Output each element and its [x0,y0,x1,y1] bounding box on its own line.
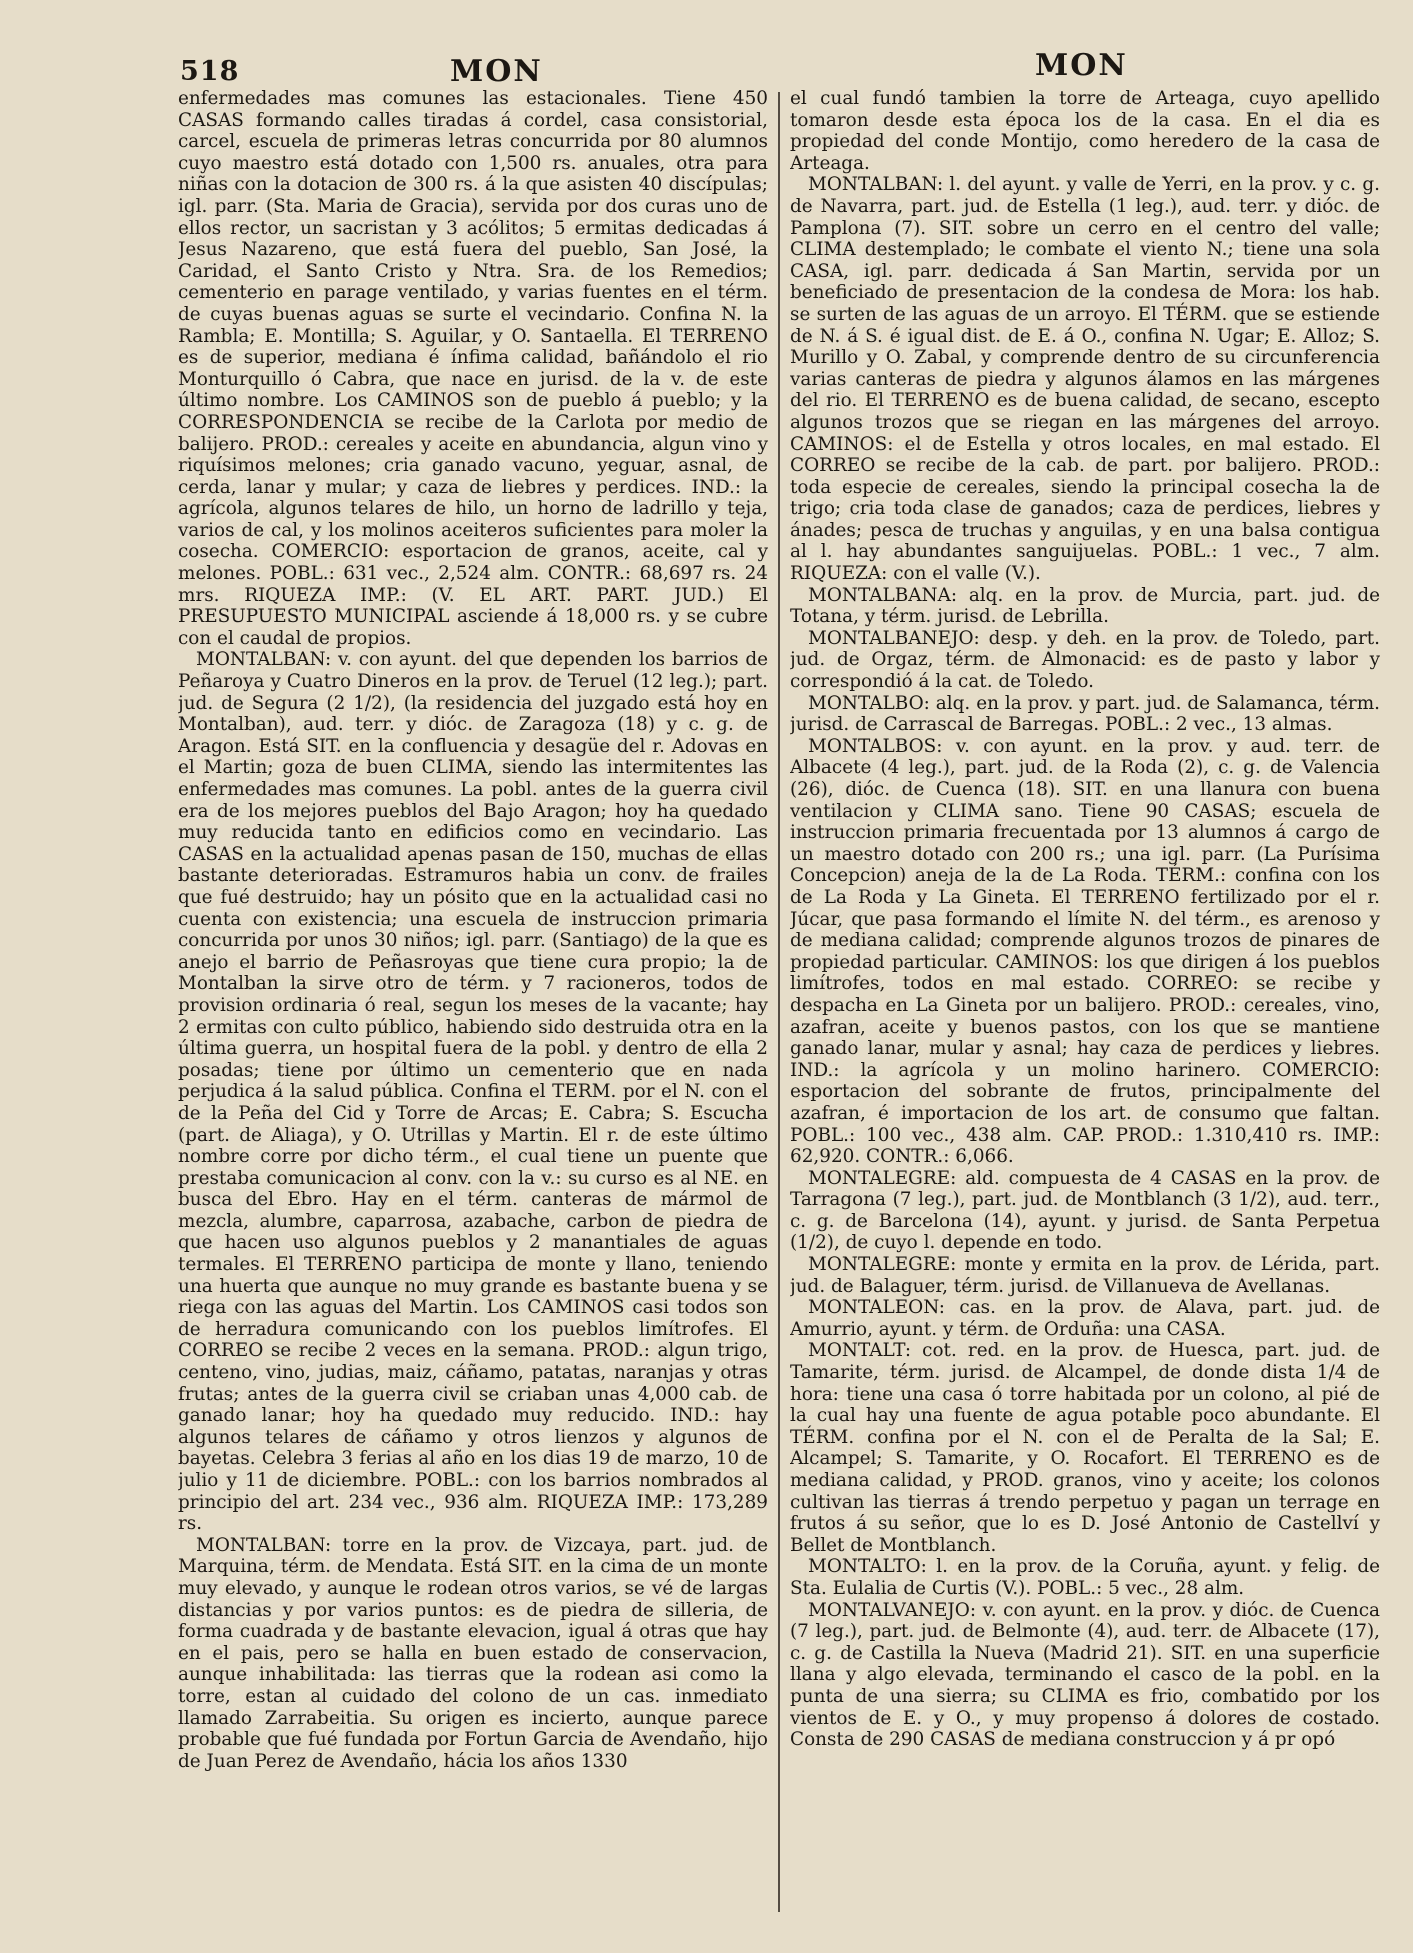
entry-paragraph: MONTALTO: l. en la prov. de la Coruña, ayunt. y felig. de Sta. Eulalia de Curtis (V.). POBL.: 5 vec., 28 alm. [790,1556,1380,1599]
entry-paragraph: MONTALBAN: torre en la prov. de Vizcaya, part. jud. de Marquina, térm. de Mendata. Está SIT. en la cima de un monte muy elevado, y aunque le rodean otros varios, se vé de largas distancias y por varios puntos: es de piedra de silleria, de forma cuadrada y de bastante elevacion, igual á otras que hay en el pais, pero se halla en buen estado de conservacion, aunque inhabilitada: las tierras que la rodean asi como la torre, estan al cuidado del colono de un cas. inmediato llamado Zarrabeitia. Su origen es incierto, aunque parece probable que fué fundada por Fortun Garcia de Avendaño, hijo de Juan Perez de Avendaño, hácia los años 1330 [178,1534,768,1772]
entry-paragraph: el cual fundó tambien la torre de Arteaga, cuyo apellido tomaron desde esta época los de la casa. En el dia es propiedad del conde Montijo, como heredero de la casa de Arteaga. [790,88,1380,174]
column-divider [778,92,780,1912]
page-header [0,48,1413,88]
entry-paragraph: enfermedades mas comunes las estacionales. Tiene 450 CASAS formando calles tiradas á cordel, casa consistorial, carcel, escuela de primeras letras concurrida por 80 alumnos cuyo maestro está dotado con 1,500 rs. anuales, otra para niñas con la dotacion de 300 rs. á la que asisten 40 discípulas; igl. parr. (Sta. Maria de Gracia), servida por dos curas uno de ellos rector, un sacristan y 3 acólitos; 5 ermitas dedicadas á Jesus Nazareno, que está fuera del pueblo, San José, la Caridad, el Santo Cristo y Ntra. Sra. de los Remedios; cementerio en parage ventilado, y varias fuentes en el térm. de cuyas buenas aguas se surte el vecindario. Confina N. la Rambla; E. Montilla; S. Aguilar, y O. Santaella. El TERRENO es de superior, mediana é ínfima calidad, bañándolo el rio Monturquillo ó Cabra, que nace en jurisd. de la v. de este último nombre. Los CAMINOS son de pueblo á pueblo; y la CORRESPONDENCIA se recibe de la Carlota por medio de balijero. PROD.: cereales y aceite en abundancia, algun vino y riquísimos melones; cria ganado vacuno, yeguar, asnal, de cerda, lanar y mular; y caza de liebres y perdices. IND.: la agrícola, algunos telares de hilo, un horno de ladrillo y teja, varios de cal, y los molinos aceiteros suficientes para moler la cosecha. COMERCIO: esportacion de granos, aceite, cal y melones. POBL.: 631 vec., 2,524 alm. CONTR.: 68,697 rs. 24 mrs. RIQUEZA IMP.: (V. EL ART. PART. JUD.) El PRESUPUESTO MUNICIPAL asciende á 18,000 rs. y se cubre con el caudal de propios. [178,88,768,649]
page-number: 518 [180,56,240,87]
entry-paragraph: MONTALBAN: l. del ayunt. y valle de Yerri, en la prov. y c. g. de Navarra, part. jud. de Estella (1 leg.), aud. terr. y dióc. de Pamplona (7). SIT. sobre un cerro en el centro del valle; CLIMA destemplado; le combate el viento N.; tiene una sola CASA, igl. parr. dedicada á San Martin, servida por un beneficiado de presentacion de la condesa de Mora: los hab. se surten de las aguas de un arroyo. El TÉRM. que se estiende de N. á S. é igual dist. de E. á O., confina N. Ugar; E. Alloz; S. Murillo y O. Zabal, y comprende dentro de su circunferencia varias canteras de piedra y algunos álamos en las márgenes del rio. El TERRENO es de buena calidad, de secano, escepto algunos trozos que se riegan en las márgenes del arroyo. CAMINOS: el de Estella y otros locales, en mal estado. El CORREO se recibe de la cab. de part. por balijero. PROD.: toda especie de cereales, siendo la principal cosecha la de trigo; cria toda clase de ganados; caza de perdices, liebres y ánades; pesca de truchas y anguilas, y en una balsa contigua al l. hay abundantes sanguijuelas. POBL.: 1 vec., 7 alm. RIQUEZA: con el valle (V.). [790,174,1380,585]
entry-paragraph: MONTALEGRE: ald. compuesta de 4 CASAS en la prov. de Tarragona (7 leg.), part. jud. de Montblanch (3 1/2), aud. terr., c. g. de Barcelona (14), ayunt. y jurisd. de Santa Perpetua (1/2), de cuyo l. depende en todo. [790,1167,1380,1254]
entry-paragraph: MONTALBOS: v. con ayunt. en la prov. y aud. terr. de Albacete (4 leg.), part. jud. de la Roda (2), c. g. de Valencia (26), dióc. de Cuenca (18). SIT. en una llanura con buena ventilacion y CLIMA sano. Tiene 90 CASAS; escuela de instruccion primaria frecuentada por 13 alumnos á cargo de un maestro dotado con 200 rs.; una igl. parr. (La Purísima Concepcion) aneja de la de La Roda. TÉRM.: confina con los de La Roda y La Gineta. El TERRENO fertilizado por el r. Júcar, que pasa formando el límite N. del térm., es arenoso y de mediana calidad; comprende algunos trozos de pinares de propiedad particular. CAMINOS: los que dirigen á los pueblos limítrofes, todos en mal estado. CORREO: se recibe y despacha en La Gineta por un balijero. PROD.: cereales, vino, azafran, aceite y buenos pastos, con los que se mantiene ganado lanar, mular y asnal; hay caza de perdices y liebres. IND.: la agrícola y un molino harinero. COMERCIO: esportacion del sobrante de frutos, principalmente del azafran, é importacion de los art. de consumo que faltan. POBL.: 100 vec., 438 alm. CAP. PROD.: 1.310,410 rs. IMP.: 62,920. CONTR.: 6,066. [790,735,1380,1168]
entry-paragraph: MONTALEON: cas. en la prov. de Alava, part. jud. de Amurrio, ayunt. y térm. de Orduña: una CASA. [790,1297,1380,1340]
right-column [790,88,1380,1938]
entry-paragraph: MONTALT: cot. red. en la prov. de Huesca, part. jud. de Tamarite, térm. jurisd. de Alcampel, de donde dista 1/4 de hora: tiene una casa ó torre habitada por un colono, al pié de la cual hay una fuente de agua potable poco abundante. El TÉRM. confina por el N. con el de Peralta de la Sal; E. Alcampel; S. Tamarite, y O. Rocafort. El TERRENO es de mediana calidad, y PROD. granos, vino y aceite; los colonos cultivan las tierras á trendo perpetuo y pagan un terrage en frutos á su señor, que lo es D. José Antonio de Castellví y Bellet de Montblanch. [790,1340,1380,1556]
entry-paragraph: MONTALEGRE: monte y ermita en la prov. de Lérida, part. jud. de Balaguer, térm. jurisd. de Villanueva de Avellanas. [790,1254,1380,1297]
entry-paragraph: MONTALBAN: v. con ayunt. del que dependen los barrios de Peñaroya y Cuatro Dineros en la prov. de Teruel (12 leg.); part. jud. de Segura (2 1/2), (la residencia del juzgado está hoy en Montalban), aud. terr. y dióc. de Zaragoza (18) y c. g. de Aragon. Está SIT. en la confluencia y desagüe del r. Adovas en el Martin; goza de buen CLIMA, siendo las intermitentes las enfermedades mas comunes. La pobl. antes de la guerra civil era de los mejores pueblos del Bajo Aragon; hoy ha quedado muy reducida tanto en edificios como en vecindario. Las CASAS en la actualidad apenas pasan de 150, muchas de ellas bastante deterioradas. Estramuros habia un conv. de frailes que fué destruido; hay un pósito que en la actualidad casi no cuenta con existencia; una escuela de instruccion primaria concurrida por unos 30 niños; igl. parr. (Santiago) de la que es anejo el barrio de Peñasroyas que tiene cura propio; la de Montalban la sirve otro de térm. y 7 racioneros, todos de provision ordinaria ó real, segun los meses de la vacante; hay 2 ermitas con culto público, habiendo sido destruida otra en la última guerra, un hospital fuera de la pobl. y dentro de ella 2 posadas; tiene por último un cementerio que en nada perjudica á la salud pública. Confina el TERM. por el N. con el de la Peña del Cid y Torre de Arcas; E. Cabra; S. Escucha (part. de Aliaga), y O. Utrillas y Martin. El r. de este último nombre corre por dicho térm., el cual tiene un puente que prestaba comunicacion al conv. con la v.: su curso es al NE. en busca del Ebro. Hay en el térm. canteras de mármol de mezcla, alumbre, caparrosa, azabache, carbon de piedra de que hacen uso algunos pueblos y 2 manantiales de aguas termales. El TERRENO participa de monte y llano, teniendo una huerta que aunque no muy grande es bastante buena y se riega con las aguas del Martin. Los CAMINOS casi todos son de herradura comunicando con los pueblos limítrofes. El CORREO se recibe 2 veces en la semana. PROD.: algun trigo, centeno, vino, judias, maiz, cáñamo, patatas, naranjas y otras frutas; antes de la guerra civil se criaban unas 4,000 cab. de ganado lanar; hoy ha quedado muy reducido. IND.: hay algunos telares de cáñamo y otros lienzos y algunos de bayetas. Celebra 3 ferias al año en los dias 19 de marzo, 10 de julio y 11 de diciembre. POBL.: con los barrios nombrados al principio del art. 234 vec., 936 alm. RIQUEZA IMP.: 173,289 rs. [178,649,768,1535]
entry-paragraph: MONTALBANA: alq. en la prov. de Murcia, part. jud. de Totana, y térm. jurisd. de Lebrilla. [790,584,1380,628]
running-head-left: MON [450,54,543,89]
entry-paragraph: MONTALVANEJO: v. con ayunt. en la prov. y dióc. de Cuenca (7 leg.), part. jud. de Belmonte (4), aud. terr. de Albacete (17), c. g. de Castilla la Nueva (Madrid 21). SIT. en una superficie llana y algo elevada, terminando el casco de la pobl. en la punta de una sierra; su CLIMA es frio, combatido por los vientos de E. y O., y muy propenso á dolores de costado. Consta de 290 CASAS de mediana construccion y á pr opó [790,1599,1380,1751]
left-column [178,88,768,1938]
running-head-right: MON [1035,48,1128,83]
entry-paragraph: MONTALBANEJO: desp. y deh. en la prov. de Toledo, part. jud. de Orgaz, térm. de Almonacid: es de pasto y labor y correspondió á la cat. de Toledo. [790,627,1380,693]
entry-paragraph: MONTALBO: alq. en la prov. y part. jud. de Salamanca, térm. jurisd. de Carrascal de Barregas. POBL.: 2 vec., 13 almas. [790,692,1380,736]
